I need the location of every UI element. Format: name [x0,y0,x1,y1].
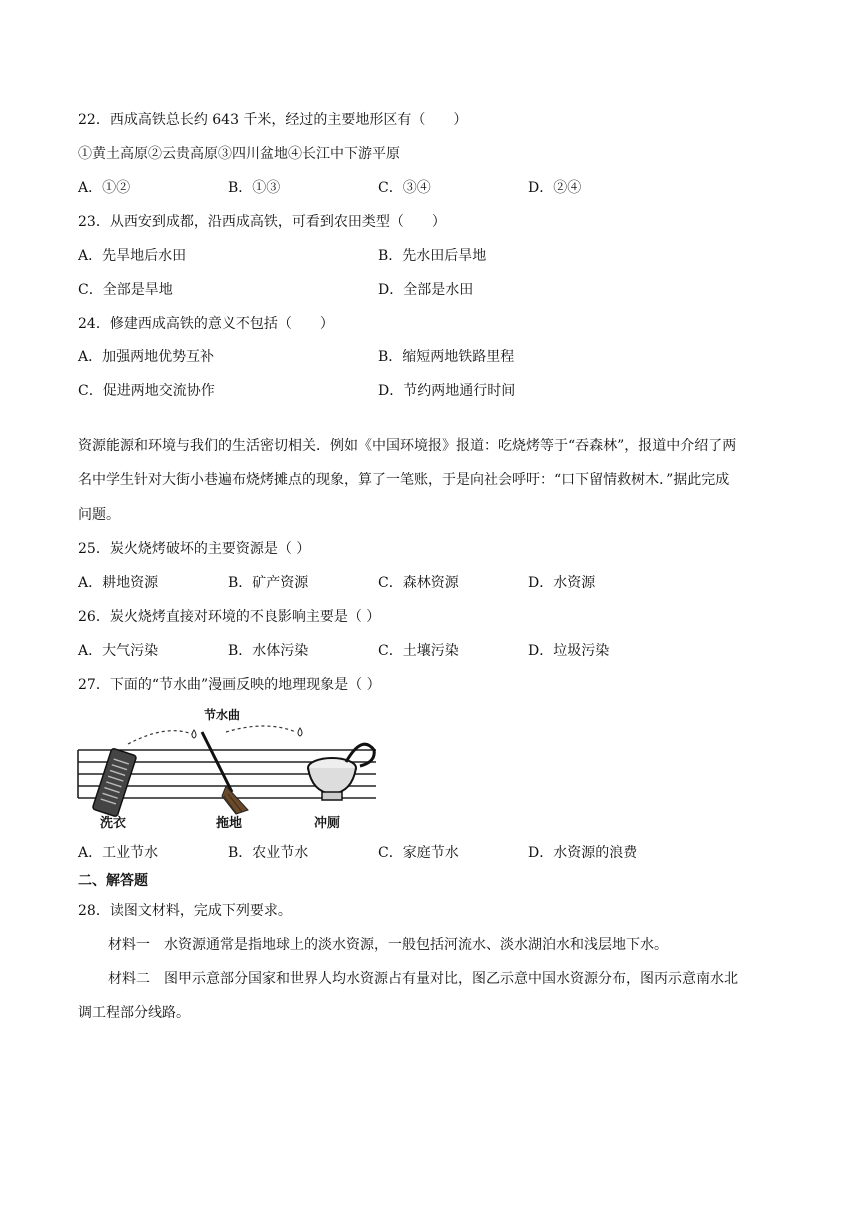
washboard-icon [92,748,137,817]
q24-option-a: A．加强两地优势互补 [78,349,215,365]
q28-stem: 28．读图文材料，完成下列要求。 [78,903,292,919]
q28-material-2-line-1: 材料二 图甲示意部分国家和世界人均水资源占有量对比，图乙示意中国水资源分布，图丙示意南水北 [108,971,738,987]
q22-option-a: A．①② [78,180,131,196]
q25-option-a: A．耕地资源 [78,575,159,591]
section-heading: 二、解答题 [78,873,148,889]
passage-line-3: 问题。 [78,507,120,523]
water-drop-icon [298,728,302,736]
q26-option-b: B．水体污染 [228,643,309,659]
q25-stem: 25．炭火烧烤破坏的主要资源是（ ） [78,541,311,557]
q24-option-c: C．促进两地交流协作 [78,383,215,399]
toilet-icon [308,744,374,800]
figure-title: 节水曲 [204,708,241,722]
q22-items: ①黄土高原②云贵高原③四川盆地④长江中下游平原 [78,146,400,162]
q22-option-d: D．②④ [528,180,582,196]
q28-material-1: 材料一 水资源通常是指地球上的淡水资源，一般包括河流水、淡水湖泊水和浅层地下水。 [108,937,668,953]
mop-icon [202,732,248,814]
water-drop-icon [192,730,196,738]
q26-stem: 26．炭火烧烤直接对环境的不良影响主要是（ ） [78,609,381,625]
q24-stem: 24．修建西成高铁的意义不包括（ ） [78,316,334,332]
water-saving-song-figure [76,706,380,832]
q27-stem: 27．下面的“节水曲”漫画反映的地理现象是（ ） [78,677,381,693]
q28-material-2-line-2: 调工程部分线路。 [78,1005,190,1021]
q26-option-a: A．大气污染 [78,643,159,659]
q23-option-a: A．先旱地后水田 [78,248,187,264]
q26-option-d: D．垃圾污染 [528,643,610,659]
caption-wash-clothes: 洗衣 [100,816,127,831]
q23-option-b: B．先水田后旱地 [378,248,487,264]
q23-stem: 23．从西安到成都，沿西成高铁，可看到农田类型（ ） [78,214,446,230]
q23-option-c: C．全部是旱地 [78,282,173,298]
q27-option-d: D．水资源的浪费 [528,845,638,861]
q23-option-d: D．全部是水田 [378,282,474,298]
passage-line-1: 资源能源和环境与我们的生活密切相关．例如《中国环境报》报道：吃烧烤等于“吞森林”，报道中介绍了两 [78,438,737,454]
water-arc-1 [128,731,192,744]
q22-option-c: C．③④ [378,180,431,196]
passage-line-2: 名中学生针对大街小巷遍布烧烤摊点的现象，算了一笔账，于是向社会呼吁：“口下留情救树木．”据此完成 [78,472,730,488]
caption-flush-toilet: 冲厕 [314,816,341,831]
q24-option-d: D．节约两地通行时间 [378,383,516,399]
q26-option-c: C．土壤污染 [378,643,459,659]
q25-option-d: D．水资源 [528,575,596,591]
q27-option-c: C．家庭节水 [378,845,459,861]
q22-stem: 22．西成高铁总长约 643 千米，经过的主要地形区有（ ） [78,112,468,128]
q25-option-c: C．森林资源 [378,575,459,591]
q27-option-a: A．工业节水 [78,845,159,861]
water-arc-2 [226,726,296,732]
caption-mop-floor: 拖地 [216,816,243,831]
q24-option-b: B．缩短两地铁路里程 [378,349,515,365]
q22-option-b: B．①③ [228,180,281,196]
q25-option-b: B．矿产资源 [228,575,309,591]
q27-option-b: B．农业节水 [228,845,309,861]
